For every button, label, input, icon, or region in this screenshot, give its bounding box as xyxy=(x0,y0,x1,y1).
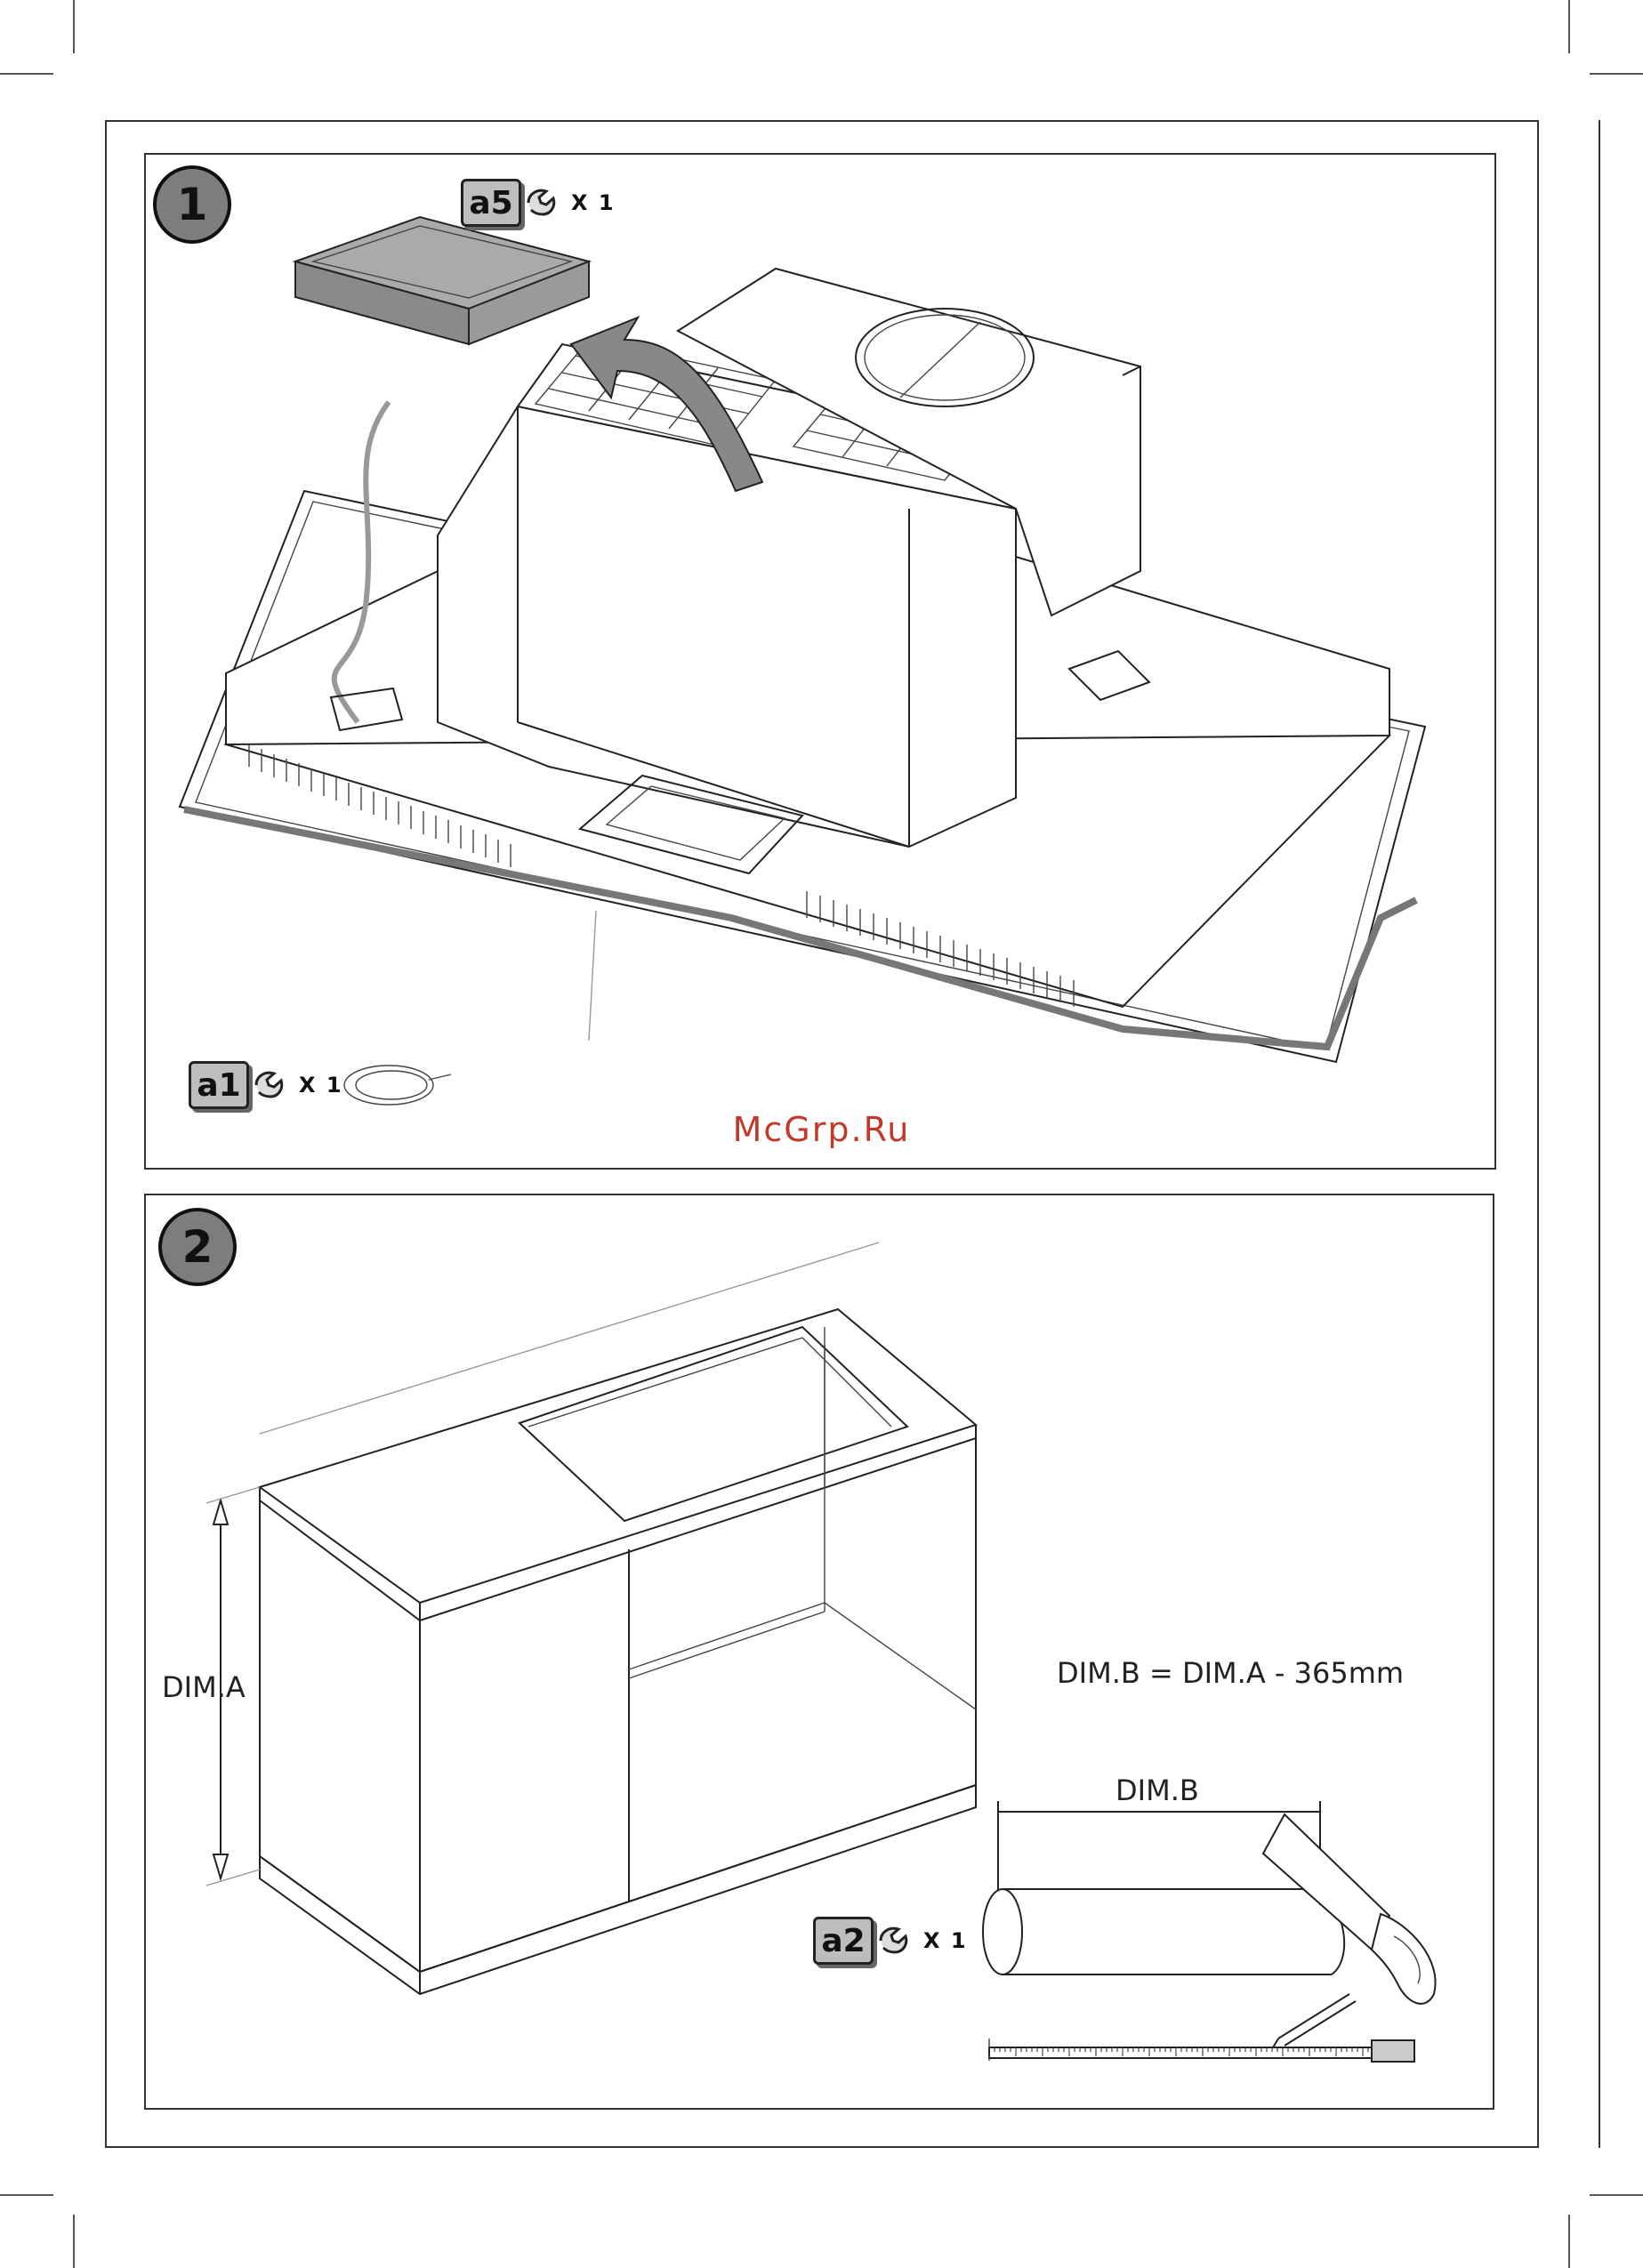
dim-b-formula: DIM.B = DIM.A - 365mm xyxy=(1057,1656,1405,1690)
wrench-icon xyxy=(253,1067,288,1103)
crop-mark xyxy=(73,2215,75,2268)
crop-mark xyxy=(0,73,53,75)
cabinet-illustration xyxy=(144,1194,1494,2110)
gasket-leader xyxy=(589,911,596,1041)
dim-b-label: DIM.B xyxy=(1115,1773,1199,1807)
part-a1-tag xyxy=(189,1058,343,1112)
part-a2-tag xyxy=(813,1914,968,1967)
hood-illustration xyxy=(144,153,1496,1170)
crop-mark xyxy=(1590,2194,1643,2196)
crop-mark xyxy=(1590,73,1643,75)
wrench-icon xyxy=(877,1923,913,1958)
part-a2-qty: X 1 xyxy=(923,1928,968,1953)
part-a5-tag xyxy=(461,176,616,229)
part-a1-qty: X 1 xyxy=(299,1073,343,1098)
part-a2-code: a2 xyxy=(813,1917,874,1965)
crop-mark xyxy=(1568,2215,1570,2268)
duct-tube xyxy=(983,1889,1344,1974)
watermark: McGrp.Ru xyxy=(732,1110,911,1149)
crop-mark xyxy=(73,0,75,53)
gasket-coil xyxy=(344,1066,451,1105)
dim-a-label: DIM.A xyxy=(162,1670,246,1704)
step-2-badge: 2 xyxy=(158,1208,237,1286)
step-1-badge: 1 xyxy=(153,165,231,244)
part-a5-qty: X 1 xyxy=(571,190,616,215)
wrench-icon xyxy=(525,185,560,221)
part-a5-code: a5 xyxy=(461,179,521,227)
crop-mark xyxy=(0,2194,53,2196)
pencil xyxy=(1272,1994,1356,2049)
tape-ticks xyxy=(989,2047,1372,2060)
gasket-strip xyxy=(184,809,1416,1047)
part-a1-code: a1 xyxy=(189,1061,249,1109)
filter-tray xyxy=(295,217,589,344)
crop-mark xyxy=(1568,0,1570,53)
